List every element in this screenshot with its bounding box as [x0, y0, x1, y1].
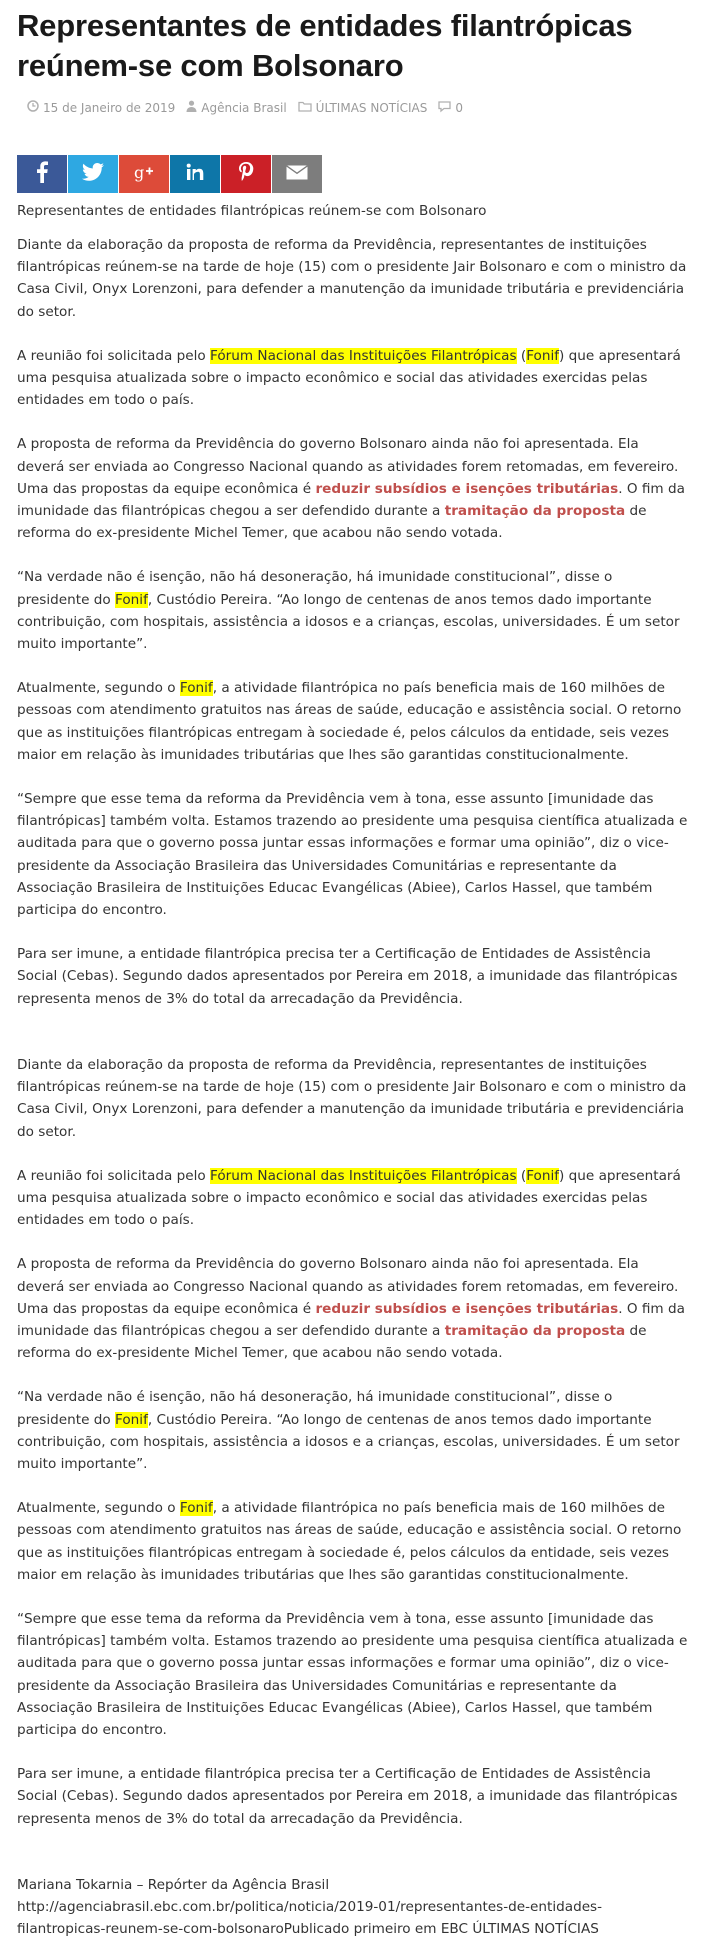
fonif-highlight: Fonif: [526, 347, 560, 364]
paragraph-4: “Na verdade não é isenção, não há desoneração, há imunidade constitucional”, disse o presidente do Fonif, Custódio Pereira. “Ao longo de centenas de anos temos dado importante contribuição, com hospitais, assistência a idosos e a crianças, escolas, universidades. É um setor muito importante”.: [17, 569, 680, 653]
paragraph-7-repeat: Para ser imune, a entidade filantrópica precisa ter a Certificação de Entidades de Assistência Social (Cebas). Segundo dados apresentados por Pereira em 2018, a imunidade das filantrópicas representa menos de 3% do total da arrecadação da Previdência.: [17, 1766, 678, 1827]
article-credit: Mariana Tokarnia – Repórter da Agência Brasil http://agenciabrasil.ebc.com.br/politica/noticia/2019-01/representantes-de-entidades-filantropicas-reunem-se-com-bolsonaroPublicado primeiro em EBC ÚLTIMAS NOTÍCIAS: [17, 1876, 603, 1938]
article-body: [17, 234, 688, 1940]
email-icon: [286, 165, 308, 184]
forum-highlight: Fórum Nacional das Instituições Filantrópicas: [210, 347, 517, 364]
share-twitter-button[interactable]: [68, 155, 118, 193]
paragraph-7: Para ser imune, a entidade filantrópica precisa ter a Certificação de Entidades de Assistência Social (Cebas). Segundo dados apresentados por Pereira em 2018, a imunidade das filantrópicas representa menos de 3% do total da arrecadação da Previdência.: [17, 946, 678, 1007]
paragraph-5: Atualmente, segundo o Fonif, a atividade filantrópica no país beneficia mais de 160 milhões de pessoas com atendimento gratuitos nas áreas de saúde, educação e assistência social. O retorno que as instituições filantrópicas entregam à sociedade é, pelos cálculos da entidade, seis vezes maior em relação às imunidades tributárias que lhes são garantidas constitucionalmente.: [17, 680, 682, 763]
paragraph-2-repeat: A reunião foi solicitada pelo Fórum Nacional das Instituições Filantrópicas (Fonif) que apresentará uma pesquisa atualizada sobre o impacto econômico e social das atividades exercidas pelas entidades em todo o país.: [17, 1167, 681, 1229]
fonif-highlight: Fonif: [526, 1167, 560, 1184]
paragraph-6-repeat: “Sempre que esse tema da reforma da Previdência vem à tona, esse assunto [imunidade das filantrópicas] também volta. Estamos trazendo ao presidente uma pesquisa científica atualizada e auditada para que o governo possa juntar essas informações e formar uma opinião”, diz o vice-presidente da Associação Brasileira das Universidades Comunitárias e representante da Associação Brasileira de Instituições Educac Evangélicas (Abiee), Carlos Hassel, que também participa do encontro.: [17, 1610, 688, 1738]
fonif-highlight: Fonif: [115, 591, 148, 608]
paragraph-1: Diante da elaboração da proposta de reforma da Previdência, representantes de instituições filantrópicas reúnem-se na tarde de hoje (15) com o presidente Jair Bolsonaro e com o ministro da Casa Civil, Onyx Lorenzoni, para defender a manutenção da imunidade tributária e previdenciária do setor.: [17, 237, 687, 320]
google-plus-icon: [133, 162, 155, 186]
twitter-icon: [82, 163, 104, 185]
category-meta[interactable]: [298, 101, 428, 115]
comments-meta[interactable]: [438, 101, 463, 115]
article-date: 15 de Janeiro de 2019: [43, 100, 176, 115]
share-bar: [17, 155, 688, 193]
tramitacao-proposta-link[interactable]: tramitação da proposta: [444, 503, 626, 520]
share-pinterest-button[interactable]: [221, 155, 271, 193]
fonif-highlight: Fonif: [115, 1411, 148, 1428]
share-google-plus-button[interactable]: [119, 155, 169, 193]
forum-highlight: Fórum Nacional das Instituições Filantrópicas: [210, 1167, 517, 1184]
paragraph-4-repeat: “Na verdade não é isenção, não há desoneração, há imunidade constitucional”, disse o presidente do Fonif, Custódio Pereira. “Ao longo de centenas de anos temos dado importante contribuição, com hospitais, assistência a idosos e a crianças, escolas, universidades. É um setor muito importante”.: [17, 1389, 680, 1472]
paragraph-2: A reunião foi solicitada pelo Fórum Nacional das Instituições Filantrópicas (Fonif) que apresentará uma pesquisa atualizada sobre o impacto econômico e social das atividades exercidas pelas entidades em todo o país.: [17, 347, 681, 409]
image-caption: Representantes de entidades filantrópicas reúnem-se com Bolsonaro: [17, 203, 487, 219]
article-category-link[interactable]: ÚLTIMAS NOTÍCIAS: [315, 100, 428, 115]
paragraph-3-repeat: A proposta de reforma da Previdência do governo Bolsonaro ainda não foi apresentada. Ela deverá ser enviada ao Congresso Nacional quando as atividades forem retomadas, em fevereiro. Uma das propostas da equipe econômica é reduzir subsídios e isenções tributárias. O fim da imunidade das filantrópicas chegou a ser defendido durante a tramitação da proposta de reforma do ex-presidente Michel Temer, que acabou não sendo votada.: [17, 1256, 685, 1362]
facebook-icon: [35, 161, 49, 187]
fonif-highlight: Fonif: [179, 680, 213, 697]
folder-icon: [298, 101, 312, 115]
reduzir-subsidios-link[interactable]: reduzir subsídios e isenções tributárias: [315, 480, 619, 497]
svg-text:g: g: [134, 163, 145, 182]
comment-icon: [438, 101, 451, 115]
share-email-button[interactable]: [272, 155, 322, 193]
article-title: Representantes de entidades filantrópicas reúnem-se com Bolsonaro: [17, 8, 633, 83]
reduzir-subsidios-link[interactable]: reduzir subsídios e isenções tributárias: [315, 1300, 619, 1317]
author-meta[interactable]: [186, 100, 286, 115]
user-icon: [186, 100, 197, 115]
fonif-highlight: Fonif: [179, 1500, 213, 1517]
article-author-link[interactable]: Agência Brasil: [201, 100, 287, 115]
article-meta: [17, 100, 688, 115]
clock-icon: [27, 100, 39, 115]
date-meta: [27, 100, 175, 115]
tramitacao-proposta-link[interactable]: tramitação da proposta: [444, 1322, 626, 1339]
linkedin-icon: [186, 163, 204, 185]
paragraph-1-repeat: Diante da elaboração da proposta de reforma da Previdência, representantes de instituições filantrópicas reúnem-se na tarde de hoje (15) com o presidente Jair Bolsonaro e com o ministro da Casa Civil, Onyx Lorenzoni, para defender a manutenção da imunidade tributária e previdenciária do setor.: [17, 1056, 687, 1140]
share-linkedin-button[interactable]: [170, 155, 220, 193]
pinterest-icon: [239, 162, 253, 186]
paragraph-6: “Sempre que esse tema da reforma da Previdência vem à tona, esse assunto [imunidade das filantrópicas] também volta. Estamos trazendo ao presidente uma pesquisa científica atualizada e auditada para que o governo possa juntar essas informações e formar uma opinião”, diz o vice-presidente da Associação Brasileira das Universidades Comunitárias e representante da Associação Brasileira de Instituições Educac Evangélicas (Abiee), Carlos Hassel, que também participa do encontro.: [17, 791, 688, 919]
comment-count[interactable]: 0: [455, 100, 464, 115]
share-facebook-button[interactable]: [17, 155, 67, 193]
paragraph-3: A proposta de reforma da Previdência do governo Bolsonaro ainda não foi apresentada. Ela deverá ser enviada ao Congresso Nacional quando as atividades forem retomadas, em fevereiro. Uma das propostas da equipe econômica é reduzir subsídios e isenções tributárias. O fim da imunidade das filantrópicas chegou a ser defendido durante a tramitação da proposta de reforma do ex-presidente Michel Temer, que acabou não sendo votada.: [17, 436, 685, 542]
paragraph-5-repeat: Atualmente, segundo o Fonif, a atividade filantrópica no país beneficia mais de 160 milhões de pessoas com atendimento gratuitos nas áreas de saúde, educação e assistência social. O retorno que as instituições filantrópicas entregam à sociedade é, pelos cálculos da entidade, seis vezes maior em relação às imunidades tributárias que lhes são garantidas constitucionalmente.: [17, 1500, 682, 1583]
